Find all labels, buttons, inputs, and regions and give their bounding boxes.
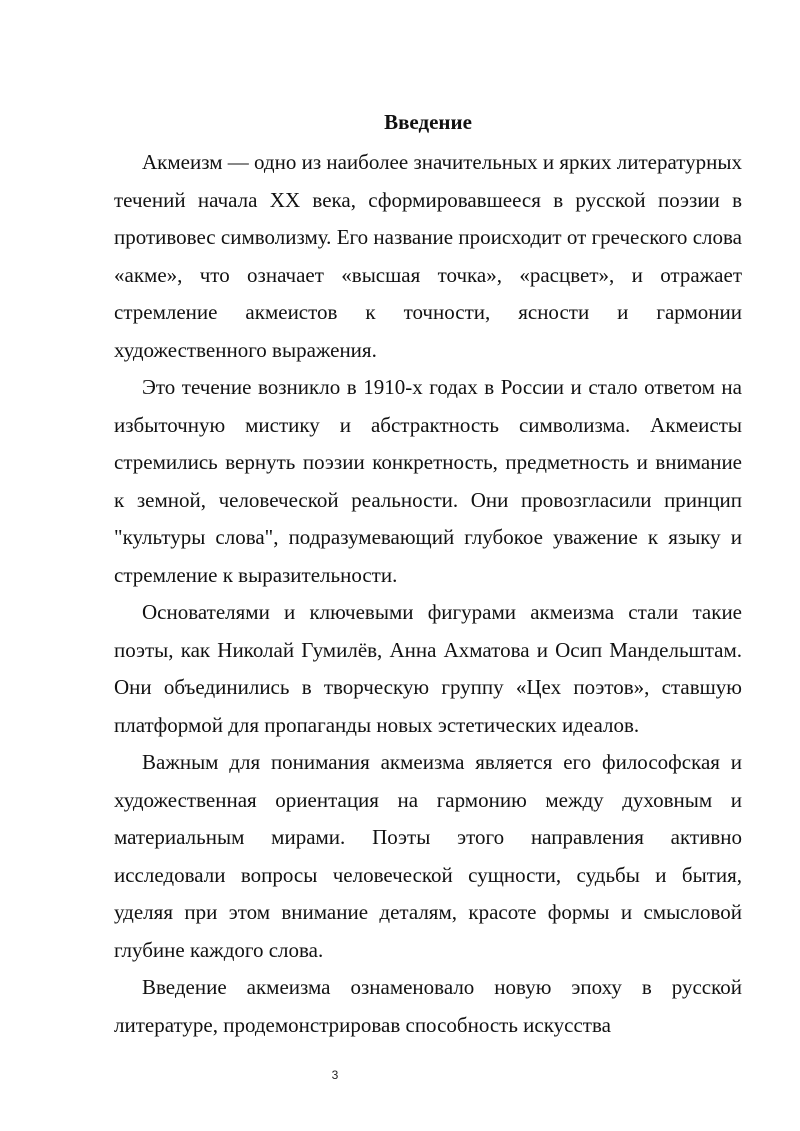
- paragraph-1: Акмеизм — одно из наиболее значительных и ярких литературных течений начала XX века, сформировавшееся в русской поэзии в противовес символизму. Его название происходит от греческого слова «акме», что означает «высшая точка», «расцвет», и отражает стремление акмеистов к точности, ясности и гармонии художественного выражения.: [114, 150, 742, 362]
- section-title: Введение: [384, 110, 472, 134]
- page-number: 3: [331, 1068, 339, 1082]
- page-content: [114, 108, 742, 1044]
- paragraph-5: Введение акмеизма ознаменовало новую эпоху в русской литературе, продемонстрировав способность искусства: [114, 975, 742, 1037]
- paragraph-3: Основателями и ключевыми фигурами акмеизма стали такие поэты, как Николай Гумилёв, Анна Ахматова и Осип Мандельштам. Они объединились в творческую группу «Цех поэтов», ставшую платформой для пропаганды новых эстетических идеалов.: [114, 600, 742, 737]
- paragraph-2: Это течение возникло в 1910-х годах в России и стало ответом на избыточную мистику и абстрактность символизма. Акмеисты стремились вернуть поэзии конкретность, предметность и внимание к земной, человеческой реальности. Они провозгласили принцип "культуры слова", подразумевающий глубокое уважение к языку и стремление к выразительности.: [114, 375, 742, 587]
- paragraph-4: Важным для понимания акмеизма является его философская и художественная ориентация на гармонию между духовным и материальным мирами. Поэты этого направления активно исследовали вопросы человеческой сущности, судьбы и бытия, уделяя при этом внимание деталям, красоте формы и смысловой глубине каждого слова.: [114, 750, 742, 962]
